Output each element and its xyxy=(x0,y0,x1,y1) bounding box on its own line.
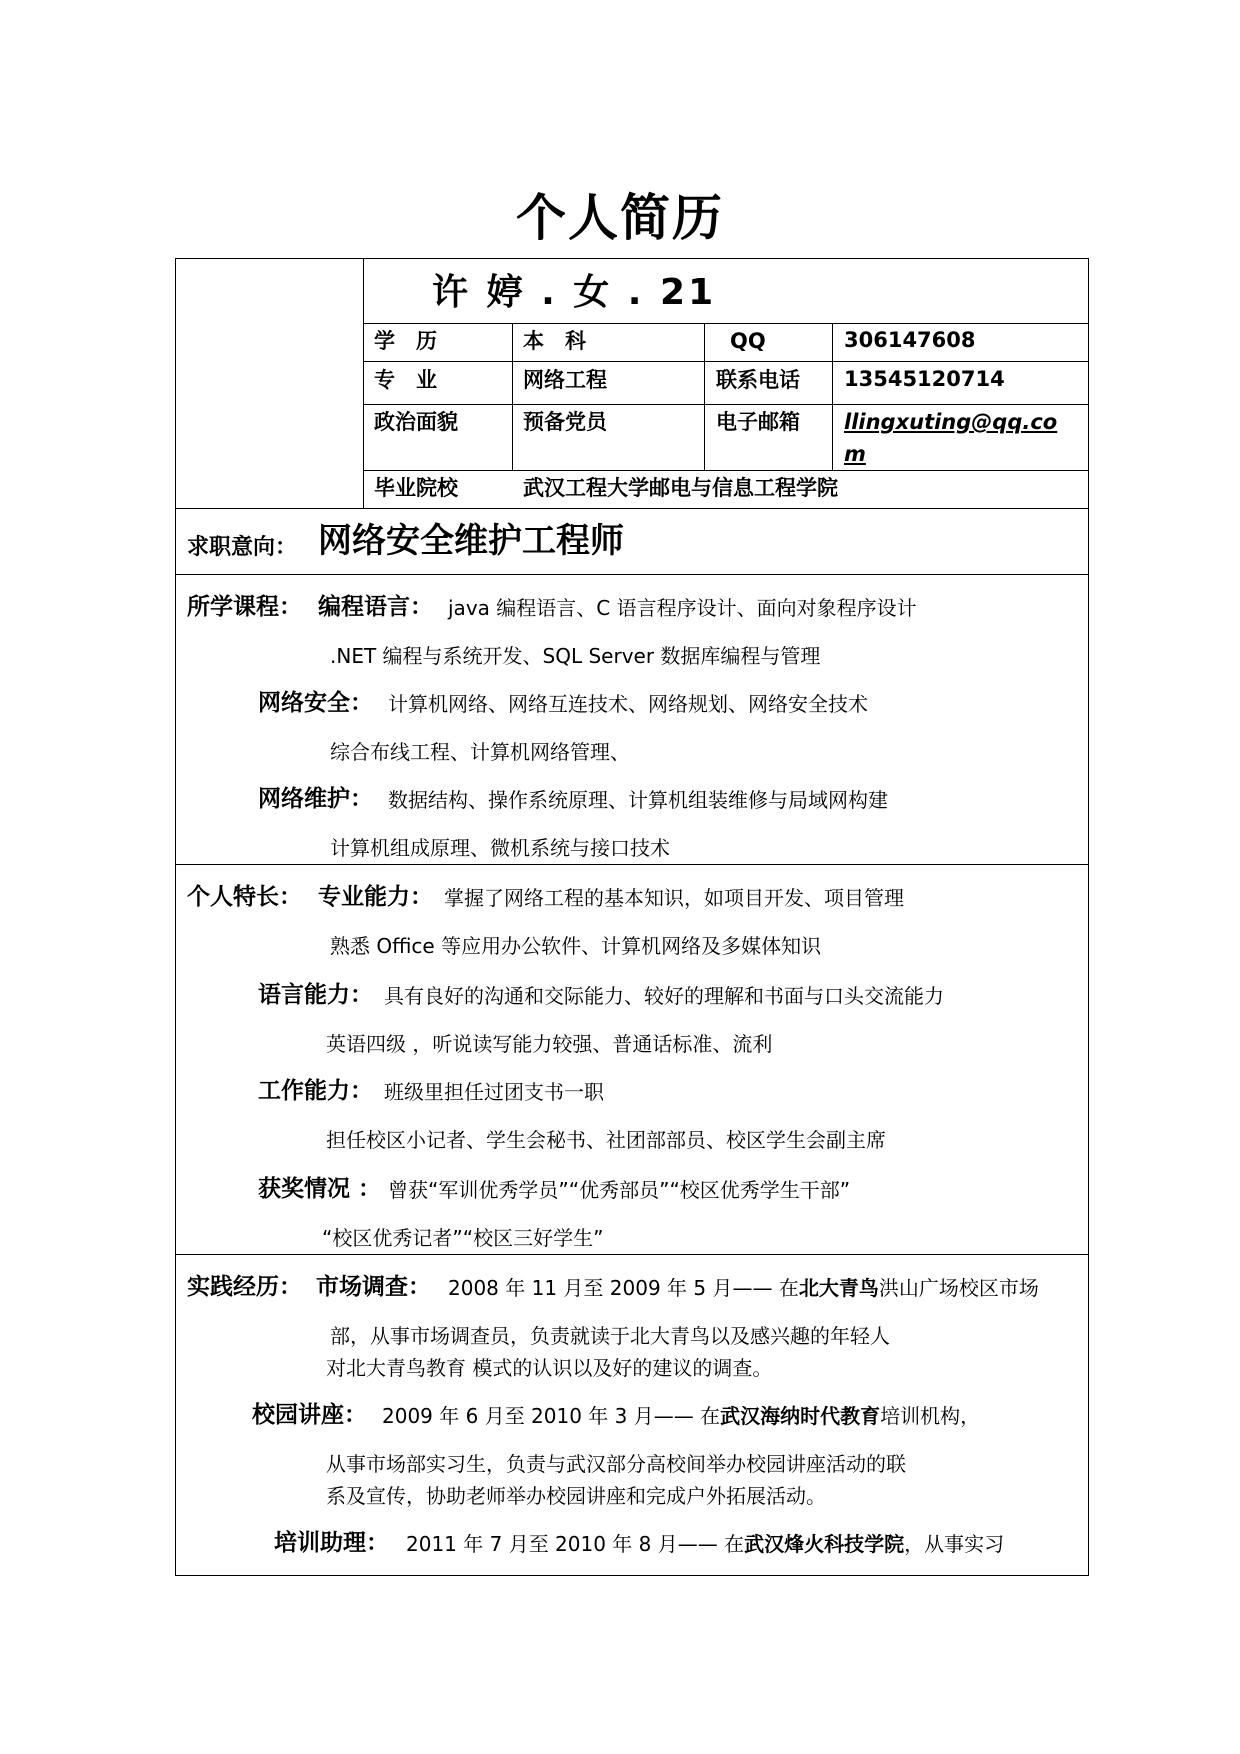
survey-line: 部，从事市场调查员，负责就读于北大青鸟以及感兴趣的年轻人 xyxy=(330,1324,890,1348)
security-line: 综合布线工程、计算机网络管理、 xyxy=(330,740,630,764)
education-value: 本 科 xyxy=(523,329,586,353)
security-label: 网络安全： xyxy=(258,690,373,716)
divider xyxy=(175,508,1089,509)
divider xyxy=(512,323,513,470)
awards-label: 获奖情况 ： xyxy=(258,1176,382,1202)
divider xyxy=(363,258,364,508)
objective-label: 求职意向： xyxy=(187,535,298,560)
qq-value: 306147608 xyxy=(844,328,976,352)
courses-label: 所学课程： xyxy=(187,594,302,620)
email-label: 电子邮箱 xyxy=(716,410,800,434)
survey-line: 2008 年 11 月至 2009 年 5 月—— 在北大青鸟洪山广场校区市场 xyxy=(448,1276,1039,1300)
maintenance-line: 计算机组成原理、微机系统与接口技术 xyxy=(330,836,670,860)
maintenance-label: 网络维护： xyxy=(258,786,373,812)
professional-line: 掌握了网络工程的基本知识，如项目开发、项目管理 xyxy=(444,886,904,910)
lecture-label: 校园讲座： xyxy=(252,1402,367,1428)
divider xyxy=(175,864,1089,865)
divider xyxy=(832,323,833,470)
strengths-label: 个人特长： xyxy=(187,884,302,910)
language-line: 英语四级 ，听说读写能力较强、普通话标准、流利 xyxy=(326,1032,773,1056)
political-status-label: 政治面貌 xyxy=(374,410,458,434)
work-line: 班级里担任过团支书一职 xyxy=(384,1080,604,1104)
divider xyxy=(363,361,1089,362)
major-value: 网络工程 xyxy=(523,368,607,392)
divider xyxy=(704,323,705,470)
divider xyxy=(363,470,1089,471)
school-label: 毕业院校 xyxy=(374,476,458,500)
divider xyxy=(175,1254,1089,1255)
political-status-value: 预备党员 xyxy=(523,410,607,434)
divider xyxy=(363,404,1089,405)
page-title: 个人简历 xyxy=(516,189,724,247)
work-line: 担任校区小记者、学生会秘书、社团部部员、校区学生会副主席 xyxy=(326,1128,886,1152)
awards-line: “校区优秀记者”“校区三好学生” xyxy=(322,1226,604,1250)
divider xyxy=(175,574,1089,575)
work-label: 工作能力： xyxy=(258,1078,373,1104)
objective-value: 网络安全维护工程师 xyxy=(318,521,624,561)
major-label: 专 业 xyxy=(374,368,437,392)
email-link[interactable]: llingxuting@qq.com xyxy=(844,410,1058,466)
phone-value: 13545120714 xyxy=(844,367,1005,391)
awards-line: 曾获“军训优秀学员”“优秀部员”“校区优秀学生干部” xyxy=(388,1178,851,1202)
school-value: 武汉工程大学邮电与信息工程学院 xyxy=(523,476,838,500)
lecture-line: 系及宣传，协助老师举办校园讲座和完成户外拓展活动。 xyxy=(326,1484,826,1508)
security-line: 计算机网络、网络互连技术、网络规划、网络安全技术 xyxy=(388,692,868,716)
survey-label: 市场调查： xyxy=(316,1274,431,1300)
survey-line: 对北大青鸟教育 模式的认识以及好的建议的调查。 xyxy=(326,1356,773,1380)
training-label: 培训助理： xyxy=(274,1530,389,1556)
name-line: 许 婷 . 女 . 21 xyxy=(432,272,717,313)
programming-line: .NET 编程与系统开发、SQL Server 数据库编程与管理 xyxy=(330,644,821,668)
lecture-line: 2009 年 6 月至 2010 年 3 月—— 在武汉海纳时代教育培训机构， xyxy=(382,1404,981,1428)
professional-label: 专业能力： xyxy=(318,884,433,910)
qq-label: QQ xyxy=(730,329,766,353)
language-label: 语言能力： xyxy=(258,982,373,1008)
maintenance-line: 数据结构、操作系统原理、计算机组装维修与局域网构建 xyxy=(388,788,888,812)
professional-line: 熟悉 Office 等应用办公软件、计算机网络及多媒体知识 xyxy=(330,934,822,958)
language-line: 具有良好的沟通和交际能力、较好的理解和书面与口头交流能力 xyxy=(384,984,944,1008)
lecture-line: 从事市场部实习生，负责与武汉部分高校间举办校园讲座活动的联 xyxy=(326,1452,906,1476)
programming-label: 编程语言： xyxy=(318,594,433,620)
training-line: 2011 年 7 月至 2010 年 8 月—— 在武汉烽火科技学院，从事实习 xyxy=(406,1532,1005,1556)
phone-label: 联系电话 xyxy=(716,368,800,392)
education-label: 学 历 xyxy=(374,329,437,353)
divider xyxy=(363,323,1089,324)
programming-line: java 编程语言、C 语言程序设计、面向对象程序设计 xyxy=(448,596,917,620)
practice-label: 实践经历： xyxy=(187,1274,302,1300)
